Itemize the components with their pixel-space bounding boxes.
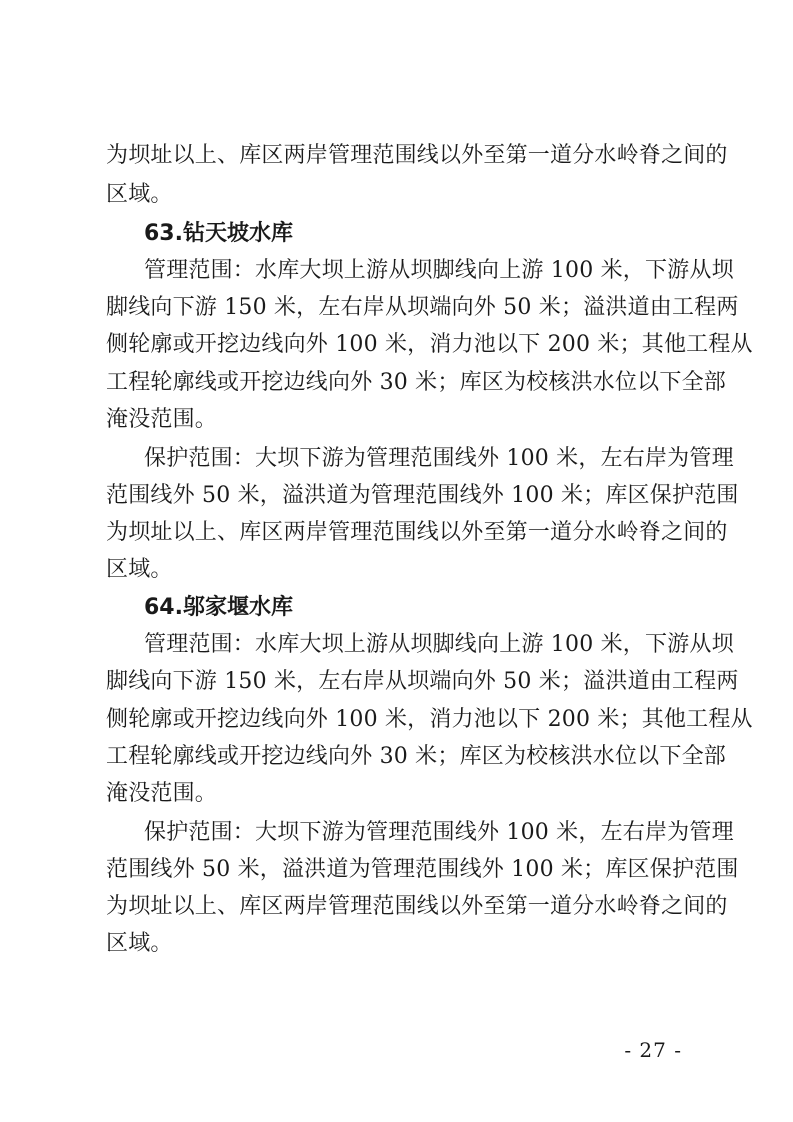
text-line: 为坝址以上、库区两岸管理范围线以外至第一道分水岭脊之间的 [106,894,728,919]
text-line: 淹没范围。 [106,781,218,806]
text-line: 工程轮廓线或开挖边线向外 30 米；库区为校核洪水位以下全部 [106,370,726,395]
text-line: 保护范围：大坝下游为管理范围线外 100 米，左右岸为管理 [144,820,734,845]
text-line: 为坝址以上、库区两岸管理范围线以外至第一道分水岭脊之间的 [106,143,728,168]
text-line: 为坝址以上、库区两岸管理范围线以外至第一道分水岭脊之间的 [106,520,728,545]
section-heading-64: 64.邬家堰水库 [144,595,293,620]
text-line: 脚线向下游 150 米，左右岸从坝端向外 50 米；溢洪道由工程两 [106,295,739,320]
text-line: 范围线外 50 米，溢洪道为管理范围线外 100 米；库区保护范围 [106,483,739,508]
text-line: 侧轮廓或开挖边线向外 100 米，消力池以下 200 米；其他工程从 [106,707,753,732]
text-line: 范围线外 50 米，溢洪道为管理范围线外 100 米；库区保护范围 [106,857,739,882]
text-line: 区域。 [106,557,173,582]
text-line: 管理范围：水库大坝上游从坝脚线向上游 100 米，下游从坝 [144,258,734,283]
text-line: 管理范围：水库大坝上游从坝脚线向上游 100 米，下游从坝 [144,632,734,657]
text-line: 工程轮廓线或开挖边线向外 30 米；库区为校核洪水位以下全部 [106,744,726,769]
text-line: 脚线向下游 150 米，左右岸从坝端向外 50 米；溢洪道由工程两 [106,669,739,694]
text-line: 保护范围：大坝下游为管理范围线外 100 米，左右岸为管理 [144,446,734,471]
text-line: 区域。 [106,931,173,956]
text-line: 淹没范围。 [106,407,218,432]
page-number: - 27 - [624,1038,682,1062]
section-heading-63: 63.钻天坡水库 [144,221,293,246]
text-line: 区域。 [106,182,173,207]
text-line: 侧轮廓或开挖边线向外 100 米，消力池以下 200 米；其他工程从 [106,332,753,357]
